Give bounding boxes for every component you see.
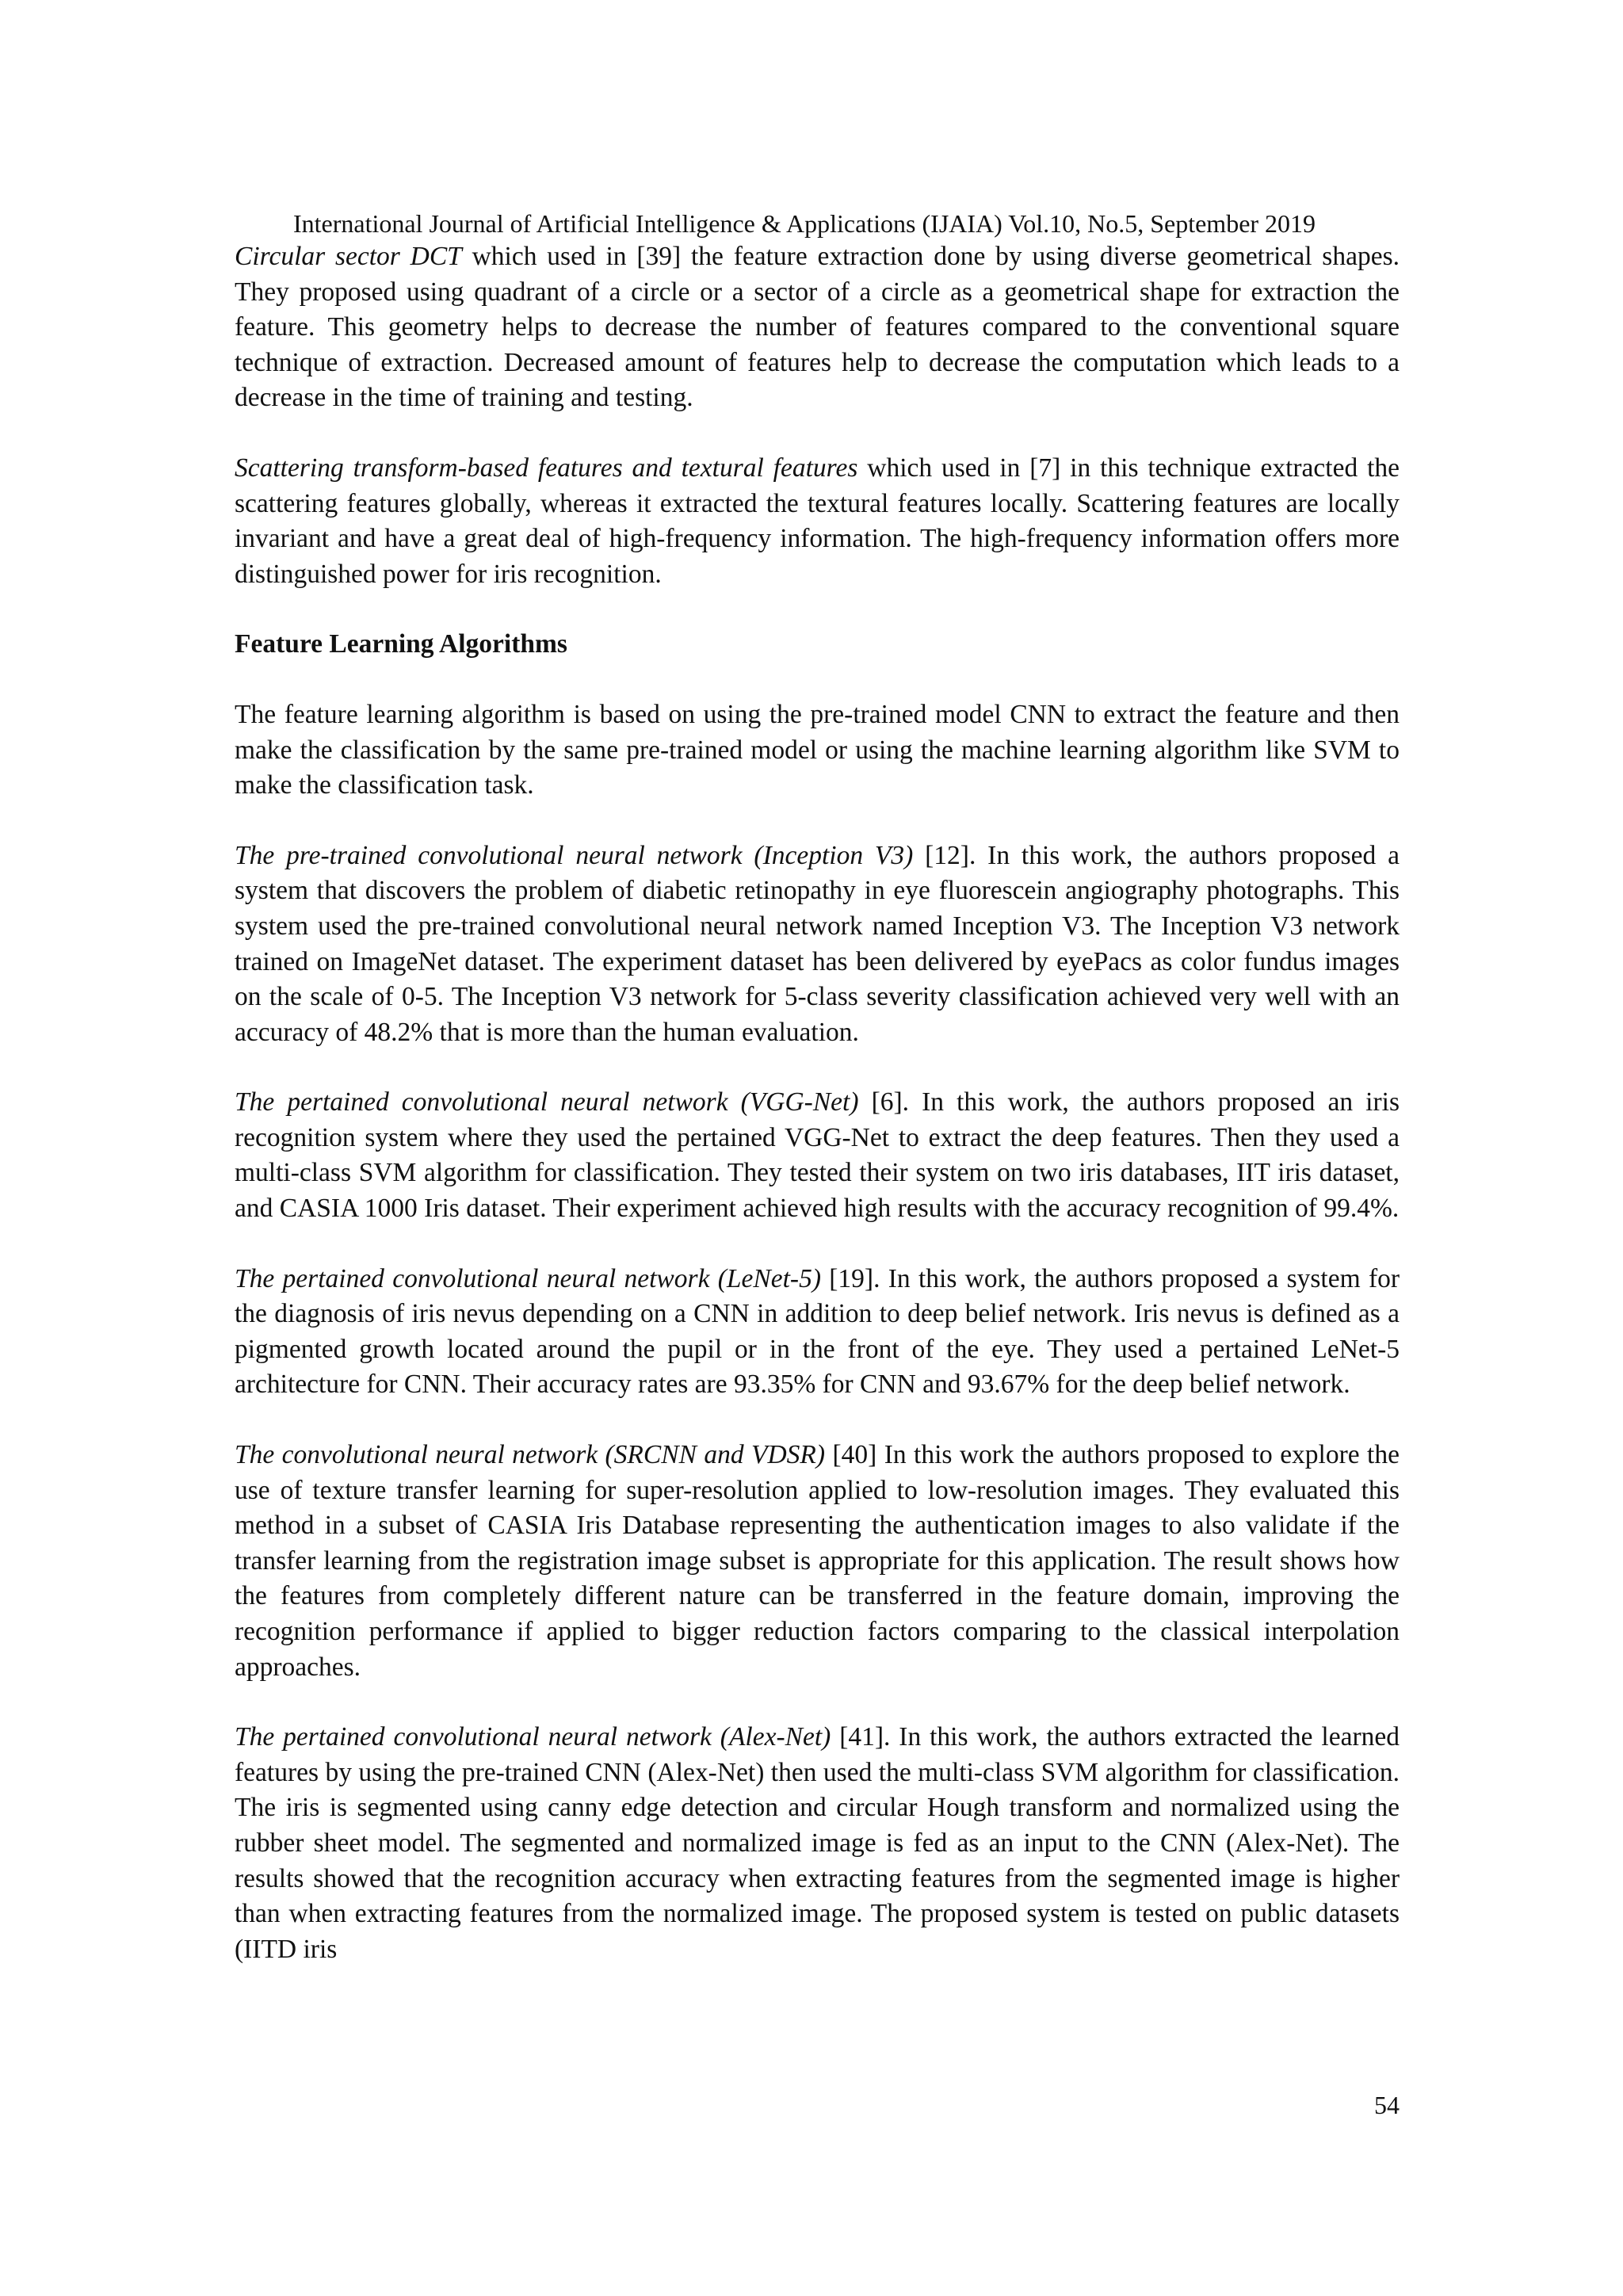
paragraph-inception-v3 <box>235 839 1400 1051</box>
paragraph-alex-net <box>235 1720 1400 1967</box>
page-body <box>235 239 1400 2002</box>
paragraph-feature-learning-intro <box>235 697 1400 804</box>
paragraph-text: The feature learning algorithm is based on using the pre-trained model CNN to extract the feature and then make the classification by the same pre-trained model or using the machine learning algorithm like SVM to make the classification task. <box>235 699 1400 800</box>
paragraph-lead-term: The pre-trained convolutional neural network (Inception V3) <box>235 840 914 870</box>
journal-header: International Journal of Artificial Intelligence & Applications (IJAIA) Vol.10, No.5, September 2019 <box>292 209 1316 238</box>
paragraph-lead-term: Circular sector DCT <box>235 242 462 271</box>
paragraph-text: [41]. In this work, the authors extracted the learned features by using the pre-trained CNN (Alex-Net) then used the multi-class SVM algorithm for classification. The iris is segmented using canny edge detection and circular Hough transform and normalized using the rubber sheet model. The segmented and normalized image is fed as an input to the CNN (Alex-Net). The results showed that the recognition accuracy when extracting features from the segmented image is higher than when extracting features from the normalized image. The proposed system is tested on public datasets (IITD iris <box>235 1722 1400 1964</box>
paragraph-lenet-5 <box>235 1262 1400 1403</box>
paragraph-srcnn-vdsr <box>235 1438 1400 1685</box>
paragraph-text: [6]. In this work, the authors proposed an iris recognition system where they used the pertained VGG-Net to extract the deep features. Then they used a multi-class SVM algorithm for classification. They tested their system on two iris databases, IIT iris dataset, and CASIA 1000 Iris dataset. Their experiment achieved high results with the accuracy recognition of 99.4%. <box>235 1087 1400 1224</box>
paragraph-text: which used in [39] the feature extraction done by using diverse geometrical shapes. They proposed using quadrant of a circle or a sector of a circle as a geometrical shape for extraction the feature. This geometry helps to decrease the number of features compared to the conventional square technique of extraction. Decreased amount of features help to decrease the computation which leads to a decrease in the time of training and testing. <box>235 242 1400 413</box>
paragraph-scattering-transform <box>235 451 1400 592</box>
paragraph-text: [12]. In this work, the authors proposed a system that discovers the problem of diabetic retinopathy in eye fluorescein angiography photographs. This system used the pre-trained convolutional neural network named Inception V3. The Inception V3 network trained on ImageNet dataset. The experiment dataset has been delivered by eyePacs as color fundus images on the scale of 0-5. The Inception V3 network for 5-class severity classification achieved very well with an accuracy of 48.2% that is more than the human evaluation. <box>235 840 1400 1047</box>
paragraph-lead-term: The convolutional neural network (SRCNN and VDSR) <box>235 1440 826 1470</box>
paragraph-text: [19]. In this work, the authors proposed a system for the diagnosis of iris nevus depending on a CNN in addition to deep belief network. Iris nevus is defined as a pigmented growth located around the pupil or in the front of the eye. They used a pertained LeNet-5 architecture for CNN. Their accuracy rates are 93.35% for CNN and 93.67% for the deep belief network. <box>235 1263 1400 1400</box>
paragraph-lead-term: The pertained convolutional neural network (Alex-Net) <box>235 1722 831 1752</box>
paragraph-lead-term: Scattering transform-based features and textural features <box>235 453 858 483</box>
section-heading: Feature Learning Algorithms <box>235 629 567 659</box>
paragraph-vgg-net <box>235 1085 1400 1226</box>
paragraph-lead-term: The pertained convolutional neural network (VGG-Net) <box>235 1087 859 1117</box>
page-number: 54 <box>1374 2091 1400 2119</box>
paragraph-lead-term: The pertained convolutional neural network (LeNet-5) <box>235 1263 821 1293</box>
paragraph-circular-sector-dct <box>235 239 1400 416</box>
paragraph-text: which used in [7] in this technique extracted the scattering features globally, whereas it extracted the textural features locally. Scattering features are locally invariant and have a great deal of high-frequency information. The high-frequency information offers more distinguished power for iris recognition. <box>235 453 1400 589</box>
paragraph-text: [40] In this work the authors proposed to explore the use of texture transfer learning for super-resolution applied to low-resolution images. They evaluated this method in a subset of CASIA Iris Database representing the authentication images to also validate if the transfer learning from the registration image subset is appropriate for this application. The result shows how the features from completely different nature can be transferred in the feature domain, improving the recognition performance if applied to bigger reduction factors comparing to the classical interpolation approaches. <box>235 1440 1400 1682</box>
